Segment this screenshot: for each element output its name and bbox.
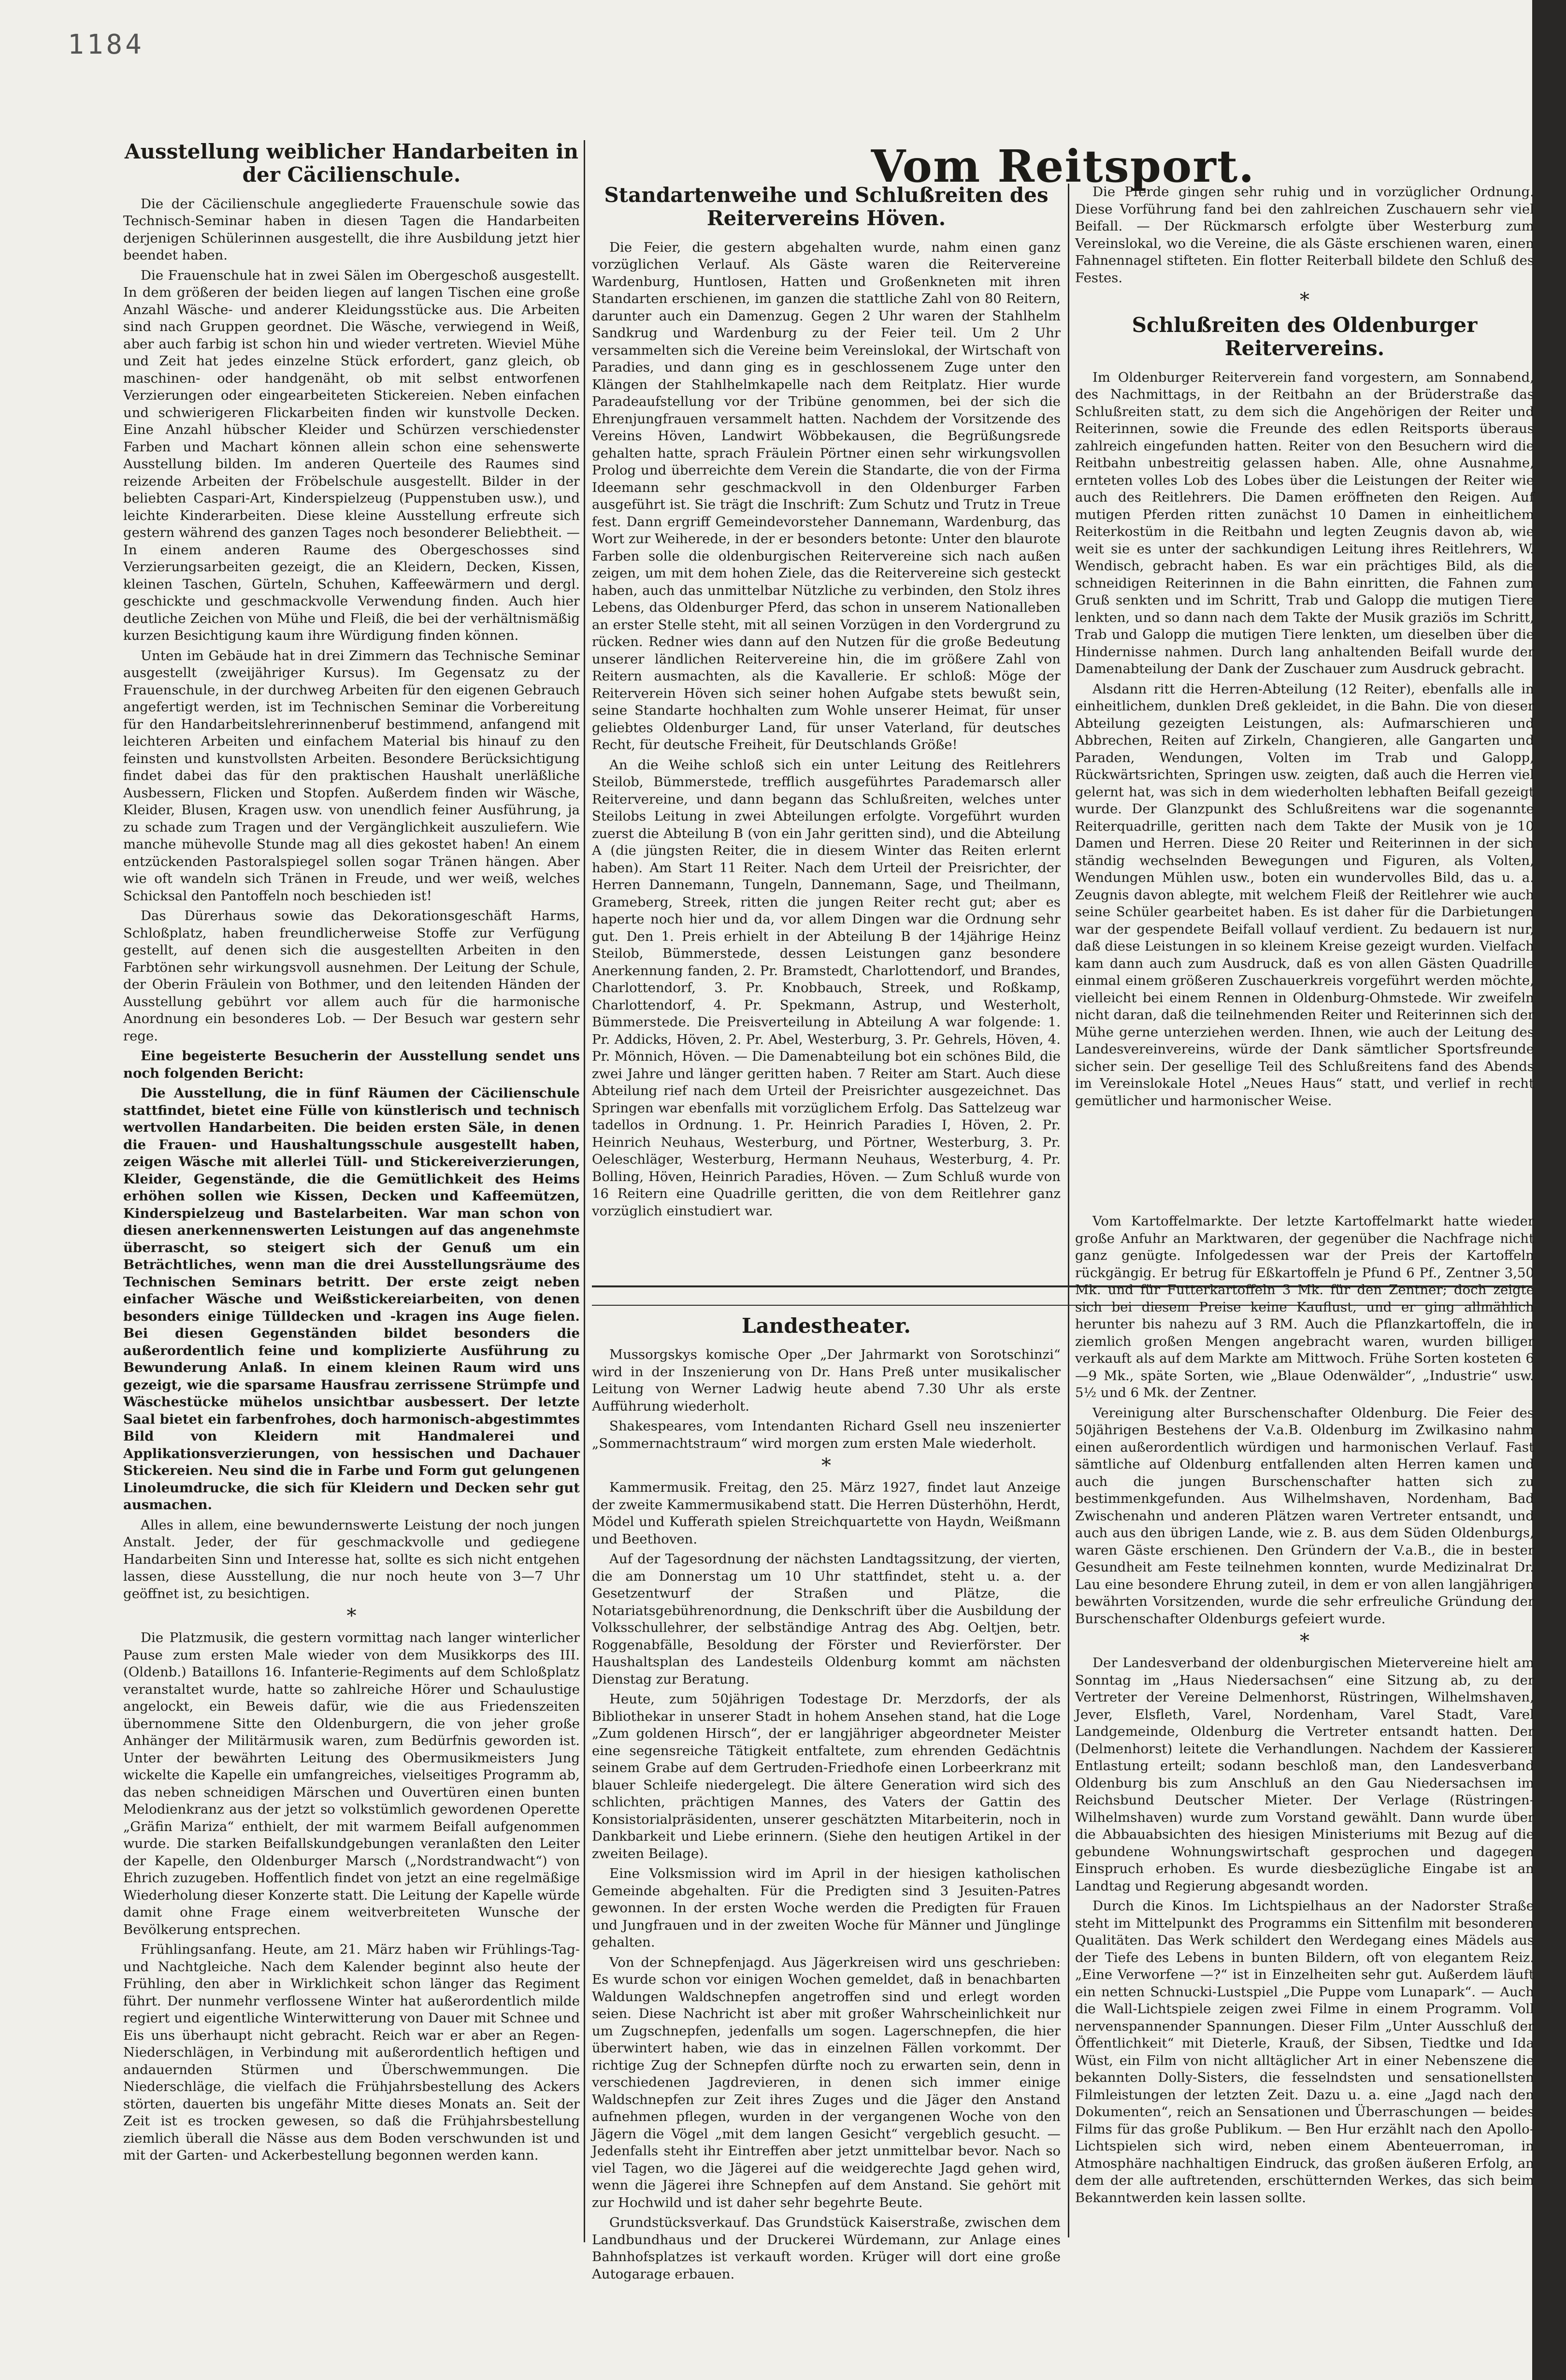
- article-paragraph: Durch die Kinos. Im Lichtspielhaus an der Nadorster Straße steht im Mittelpunkt des Programms ein Sittenfilm mit besonderen Qualitäten. Das Werk schildert den Werdegang eines Mädels aus der Tiefe des Lebens in bunten Bildern, oft von elegantem Reiz. „Eine Verworfene —?“ ist in Einzelheiten sehr gut. Außerdem läuft ein netten Schnucki-Lustspiel „Die Puppe vom Lunapark“. — Auch die Wall-Lichtspiele zeigen zwei Filme in einem Programm. Voll nervenspannender Spannungen. Dieser Film „Unter Ausschluß der Öffentlichkeit“ mit Dieterle, Krauß, der Sibsen, Tiedtke und Ida Wüst, ein Film von nicht alltäglicher Art in einer Nebenszene die bekannten Dolly-Sisters, die fesselndsten und sensationellsten Filmleistungen der letzten Zeit. Dazu u. a. eine „Jagd nach den Dokumenten“, reich an Sensationen und Überraschungen — beides Films für das große Publikum. — Ben Hur erzählt nach den Apollo-Lichtspielen sich wird, neben einem Abenteuerroman, in Atmosphäre nachhaltigen Eindruck, das großen äußeren Erfolg, an dem der alle auftretenden, erschütternden Werkes, das sich beim Bekanntwerden kein lassen sollte.: [1075, 1898, 1534, 2206]
- article-paragraph: Die Pferde gingen sehr ruhig und in vorzüglicher Ordnung. Diese Vorführung fand bei den zahlreichen Zuschauern sehr viel Beifall. — Der Rückmarsch erfolgte über Westerburg zum Vereinslokal, wo die Vereine, die als Gäste erschienen waren, einen Fahnennagel stifteten. Ein flotter Reiterball bildete den Schluß des Festes.: [1075, 184, 1534, 286]
- article-paragraph: Eine Volksmission wird im April in der hiesigen katholischen Gemeinde abgehalten. Für die Predigten sind 3 Jesuiten-Patres gewonnen. In der ersten Woche werden die Predigten für Frauen und Jungfrauen und in der zweiten Woche für Männer und Jünglinge gehalten.: [592, 1866, 1061, 1950]
- page-number: 1184: [68, 29, 144, 60]
- article-paragraph: Die Platzmusik, die gestern vormittag nach langer winterlicher Pause zum ersten Male wieder von dem Musikkorps des III. (Oldenb.) Bataillons 16. Infanterie-Regiments auf dem Schloßplatz veranstaltet wurde, hatte so zahlreiche Hörer und Schaulustige angelockt, ein Beweis dafür, wie die aus Friedenszeiten übernommene Sitte den Oldenburgern, die von jeher große Anhänger der Militärmusik waren, zum Bedürfnis geworden ist. Unter der bewährten Leitung des Obermusikmeisters Jung wickelte die Kapelle ein umfangreiches, vielseitiges Programm ab, das neben schneidigen Märschen und Ouvertüren einen bunten Melodienkranz aus der jetzt so volkstümlich gewordenen Operette „Gräfin Mariza“ enthielt, der mit warmem Beifall aufgenommen wurde. Die starken Beifallskundgebungen veranlaßten den Leiter der Kapelle, den Oldenburger Marsch („Nordstrandwacht“) von Ehrich zuzugeben. Hoffentlich findet von jetzt an eine regelmäßige Wiederholung dieser Konzerte statt. Die Leitung der Kapelle würde damit ohne Frage einem weitverbreiteten Wunsche der Bevölkerung entsprechen.: [123, 1630, 580, 1937]
- article-heading: Schlußreiten des Oldenburger Reitervereins.: [1132, 313, 1478, 361]
- column-local-news: [1075, 1213, 1534, 2233]
- column-exhibition: [123, 140, 580, 2189]
- article-paragraph: Unten im Gebäude hat in drei Zimmern das Technische Seminar ausgestellt (zweijähriger Kursus). Im Gegensatz zu der Frauenschule, in der durchweg Arbeiten für den eigenen Gebrauch angefertigt werden, ist im Technischen Seminar die Vorbereitung für den Handarbeitslehrerinnenberuf bestimmend, anfangend mit leichteren Arbeiten und einfachem Material bis hinauf zu den feinsten und kunstvollsten Arbeiten. Besondere Berücksichtigung findet dabei das für den praktischen Haushalt unerläßliche Ausbessern, Flicken und Stopfen. Außerdem finden wir Wäsche, Kleider, Blusen, Kragen usw. von unendlich feiner Ausführung, ja zu schade zum Tragen und der Vergänglichkeit auszuliefern. Wie manche mühevolle Stunde mag all dies gekostet haben! An einem entzückenden Pastoralspiegel sollen sogar Tränen hängen. Aber wie oft wandeln sich Tränen in Freude, und wer weiß, welches Schicksal den Pantoffeln noch beschieden ist!: [123, 648, 580, 904]
- section-masthead: Vom Reitsport.: [871, 140, 1255, 192]
- article-paragraph: Auf der Tagesordnung der nächsten Landtagssitzung, der vierten, die am Donnerstag um 10 Uhr stattfindet, steht u. a. der Gesetzentwurf der Straßen und Plätze, die Notariatsgebührenordnung, die Denkschrift über die Ausbildung der Volksschullehrer, der selbständige Antrag des Abg. Oeltjen, betr. Roggenabfälle, Besoldung der Förster und Revierförster. Der Haushaltsplan des Landesteils Oldenburg kommt am nächsten Dienstag zur Beratung.: [592, 1551, 1061, 1687]
- article-paragraph: An die Weihe schloß sich ein unter Leitung des Reitlehrers Steilob, Bümmerstede, trefflich ausgeführtes Parademarsch aller Reitervereine, und dann begann das Schlußreiten, welches unter Steilobs Leitung in zwei Abteilungen erfolgte. Vorgeführt wurden zuerst die Abteilung B (von ein Jahr geritten sind), und die Abteilung A (die jüngsten Reiter, die in diesem Winter das Reiten erlernt haben). Am Start 11 Reiter. Nach dem Urteil der Preisrichter, der Herren Dannemann, Tungeln, Dannemann, Sage, und Theilmann, Grameberg, Streek, ritten die jungen Reiter recht gut; aber es haperte noch hier und da, vor allem Dingen war die Ordnung sehr gut. Den 1. Preis erhielt in der Abteilung B der 14jährige Heinz Steilob, Bümmerstede, dessen Leistungen ganz besondere Anerkennung fanden, 2. Pr. Bramstedt, Charlottendorf, und Brandes, Charlottendorf, 3. Pr. Knobbauch, Streek, und Roßkamp, Charlottendorf, 4. Pr. Spekmann, Astrup, und Westerholt, Bümmerstede. Die Preisverteilung in Abteilung A war folgende: 1. Pr. Addicks, Höven, 2. Pr. Abel, Westerburg, 3. Pr. Gehrels, Höven, 4. Pr. Mönnich, Höven. — Die Damenabteilung bot ein schönes Bild, die zwei Jahre und länger geritten haben. 7 Reiter am Start. Auch diese Abteilung rief nach dem Urteil der Preisrichter ausgezeichnet. Das Springen war ebenfalls mit vorzüglichem Erfolg. Das Sattelzeug war tadellos in Ordnung. 1. Pr. Heinrich Paradies I, Höven, 2. Pr. Heinrich Neuhaus, Westerburg, und Pörtner, Westerburg, 3. Pr. Oeleschläger, Westerburg, Hermann Neuhaus, Westerburg, 4. Pr. Bolling, Höven, Heinrich Paradies, Höven. — Zum Schluß wurde von 16 Reitern eine Quadrille geritten, die von dem Reitlehrer ganz vorzüglich einstudiert war.: [592, 757, 1061, 1219]
- article-heading: Landestheater.: [742, 1314, 911, 1338]
- scan-edge: [1532, 0, 1566, 2380]
- article-paragraph: Grundstücksverkauf. Das Grundstück Kaiserstraße, zwischen dem Landbundhaus und der Druckerei Würdemann, zur Anlage eines Bahnhofsplatzes ist verkauft worden. Krüger will dort eine große Autogarage erbauen.: [592, 2215, 1061, 2282]
- section-separator: *: [821, 1455, 831, 1477]
- column-rule: [1068, 184, 1069, 2237]
- article-paragraph: Eine begeisterte Besucherin der Ausstellung sendet uns noch folgenden Bericht:: [123, 1048, 580, 1081]
- article-paragraph: Vom Kartoffelmarkte. Der letzte Kartoffelmarkt hatte wieder große Anfuhr an Marktwaren, der gegenüber die Nachfrage nicht ganz genügte. Infolgedessen war der Preis der Kartoffeln rückgängig. Er betrug für Eßkartoffeln je Pfund 6 Pf., Zentner 3,50 Mk. und für Futterkartoffeln 3 Mk. für den Zentner; doch zeigte sich bei diesem Preise keine Kauflust, und er ging allmählich herunter bis nahezu auf 3 RM. Auch die Pflanzkartoffeln, die in ziemlich großen Mengen angebracht waren, wurden billiger verkauft als auf dem Markte am Mittwoch. Frühe Sorten kosteten 6—9 Mk., späte Sorten, wie „Blaue Odenwälder“, „Industrie“ usw. 5½ und 6 Mk. der Zentner.: [1075, 1213, 1534, 1400]
- article-paragraph: Die der Cäcilienschule angegliederte Frauenschule sowie das Technisch-Seminar haben in diesen Tagen die Handarbeiten derjenigen Schülerinnen ausgestellt, die ihre Ausbildung jetzt hier beendet haben.: [123, 196, 580, 263]
- article-paragraph: Kammermusik. Freitag, den 25. März 1927, findet laut Anzeige der zweite Kammermusikabend statt. Die Herren Düsterhöhn, Herdt, Mödel und Kufferath spielen Streichquartette von Haydn, Weißmann und Beethoven.: [592, 1480, 1061, 1547]
- article-heading: Ausstellung weiblicher Handarbeiten in der Cäcilienschule.: [124, 140, 579, 187]
- column-rule: [584, 140, 585, 2242]
- article-paragraph: Die Frauenschule hat in zwei Sälen im Obergeschoß ausgestellt. In dem größeren der beiden liegen auf langen Tischen eine große Anzahl Wäsche- und anderer Kleidungsstücke aus. Die Arbeiten sind nach Gruppen geordnet. Die Wäsche, verwiegend in Weiß, aber auch farbig ist schon hin und wieder vertreten. Wieviel Mühe und Zeit hat jedes einzelne Stück erfordert, ganz gleich, ob maschinen- oder handgenäht, ob mit selbst entworfenen Verzierungen oder eingearbeiteten Stickereien. Neben einfachen und schwierigeren Flickarbeiten finden wir kunstvolle Decken. Eine Anzahl hübscher Kleider und Schürzen verschiedenster Farben und Machart können allein schon eine sehenswerte Ausstellung bilden. Im anderen Querteile des Raumes sind reizende Arbeiten der Fröbelschule ausgestellt. Bilder in der beliebten Caspari-Art, Kinderspielzeug (Puppenstuben usw.), und leichte Kinderarbeiten. Diese kleine Ausstellung erfreute sich gestern während des ganzen Tages noch besonderer Beliebtheit. — In einem anderen Raume des Obergeschosses sind Verzierungsarbeiten gezeigt, die an Kleidern, Decken, Kissen, kleinen Taschen, Gürteln, Schuhen, Kaffeewärmern und dergl. geschickte und geschmackvolle Verwendung finden. Auch hier deutliche Zeichen von Mühe und Fleiß, die bei der verhältnismäßig kurzen Besichtigung kaum ihre Würdigung finden können.: [123, 267, 580, 644]
- column-hoeven: [592, 184, 1061, 1271]
- section-separator: *: [1300, 1630, 1309, 1652]
- article-paragraph: Alsdann ritt die Herren-Abteilung (12 Reiter), ebenfalls alle in einheitlichem, dunklen Dreß gekleidet, in die Bahn. Die von dieser Abteilung gezeigten Leistungen, als: Aufmarschieren und Abbrechen, Reiten auf Zirkeln, Changieren, alle Gangarten und Paraden, Wendungen, Volten im Trab und Galopp, Rückwärtsrichten, Springen usw. zeigten, daß auch die Herren viel gelernt hat, was sich in dem wiederholten lebhaften Beifall gezeigt wurde. Der Glanzpunkt des Schlußreitens war die sogenannte Reiterquadrille, geritten nach dem Takte der Musik von je 10 Damen und Herren. Diese 20 Reiter und Reiterinnen in der sich ständig wechselnden Bewegungen und Figuren, als Volten, Wendungen Mühlen usw., boten ein wundervolles Bild, das u. a. Zeugnis davon ablegte, mit welchem Fleiß der Reitlehrer wie auch seine Schüler gearbeitet haben. Es ist daher für die Darbietungen war der gespendete Beifall vollauf verdient. Zu bedauern ist nur, daß diese Leistungen in so kleinem Kreise gezeigt wurden. Vielfach kam dann auch zum Ausdruck, daß es von allen Gästen Quadrille einmal einem größeren Zuschauerkreis vorgeführt werden möchte, vielleicht bei einem Rennen in Oldenburg-Ohmstede. Wir zweifeln nicht daran, daß die teilnehmenden Reiter und Reiterinnen sich der Mühe gerne unterziehen werden. Ihnen, wie auch der Leitung des Landesvereinvereins, würde der Dank sämtlicher Sportsfreunde sicher sein. Der gesellige Teil des Schlußreitens fand des Abends im Vereinslokale Hotel „Neues Haus“ statt, und verlief in recht gemütlicher und harmonischer Weise.: [1075, 681, 1534, 1109]
- article-paragraph: Von der Schnepfenjagd. Aus Jägerkreisen wird uns geschrieben: Es wurde schon vor einigen Wochen gemeldet, daß in benachbarten Waldungen Waldschnepfen angetroffen sind und erlegt worden seien. Diese Nachricht ist aber mit großer Wahrscheinlichkeit nur um Zugschnepfen, jedenfalls um sogen. Lagerschnepfen, die hier überwintert haben, wie das in einzelnen Fällen vorkommt. Der richtige Zug der Schnepfen dürfte noch zu erwarten sein, denn in verschiedenen Jagdrevieren, in denen sich immer einige Waldschnepfen zur Zeit ihres Zuges und die Jäger den Anstand aufnehmen pflegen, wurden in der vergangenen Woche von den Jägern die Vögel „mit dem langen Gesicht“ vergeblich gesucht. — Jedenfalls steht ihr Eintreffen aber jetzt unmittelbar bevor. Nach so viel Tagen, wo die Jägerei auf die weidgerechte Jagd gehen wird, wenn die Jägerei ihre Schnepfen auf dem Anstand. Sie gehört mit zur Hochwild und ist daher sehr begehrte Beute.: [592, 1954, 1061, 2210]
- section-separator: *: [1300, 289, 1309, 311]
- article-paragraph: Shakespeares, vom Intendanten Richard Gsell neu inszenierter „Sommernachtstraum“ wird morgen zum ersten Male wiederholt.: [592, 1418, 1061, 1451]
- article-paragraph: Mussorgskys komische Oper „Der Jahrmarkt von Sorotschinzi“ wird in der Inszenierung von Dr. Hans Preß unter musikalischer Leitung von Werner Ladwig heute abend 7.30 Uhr als erste Aufführung wiederholt.: [592, 1347, 1061, 1414]
- article-paragraph: Die Feier, die gestern abgehalten wurde, nahm einen ganz vorzüglichen Verlauf. Als Gäste waren die Reitervereine Wardenburg, Huntlosen, Hatten und Großenkneten mit ihren Standarten erschienen, im ganzen die stattliche Zahl von 80 Reitern, darunter auch ein Damenzug. Gegen 2 Uhr waren der Stahlhelm Sandkrug und Wardenburg zu der Feier teil. Um 2 Uhr versammelten sich die Vereine beim Vereinslokal, der Wirtschaft von Paradies, und dann ging es in geschlossenem Zuge unter den Klängen der Stahlhelmkapelle nach dem Reitplatz. Hier wurde Paradeaufstellung vor der Tribüne genommen, bei der sich die Ehrenjungfrauen versammelt hatten. Nachdem der Vorsitzende des Vereins Höven, Landwirt Wöbbekausen, die Begrüßungsrede gehalten hatte, sprach Fräulein Pörtner einen sehr wirkungsvollen Prolog und überreichte dem Verein die Standarte, die von der Firma Ideemann sehr geschmackvoll in den Oldenburger Farben ausgeführt ist. Sie trägt die Inschrift: Zum Schutz und Trutz in Treue fest. Dann ergriff Gemeindevorsteher Dannemann, Wardenburg, das Wort zur Weiherede, in der er besonders betonte: Unter den blaurote Farben solle die oldenburgischen Reitervereine sich nach außen zeigen, um mit dem hohen Ziele, das die Reitervereine sich gesteckt haben, auch das unmittelbar Nützliche zu verbinden, den Stolz ihres Lebens, das Oldenburger Pferd, das schon in unserem Nationalleben an erster Stelle steht, mit all seinen Vorzügen in den Vordergrund zu rücken. Redner wies dann auf den Nutzen für die große Bedeutung unserer ländlichen Reitervereine hin, die im größere Zahl von Reitern ausmachten, als die Kavallerie. Er schloß: Möge der Reiterverein Höven sich seiner hohen Aufgabe stets bewußt sein, seine Standarte hochhalten zum Wohle unserer Heimat, für unser geliebtes Oldenburger Land, für unser Vaterland, für deutsches Recht, für deutsche Freiheit, für Deutschlands Größe!: [592, 239, 1061, 753]
- article-heading: Standartenweihe und Schlußreiten des Reitervereins Höven.: [604, 183, 1049, 231]
- article-paragraph: Heute, zum 50jährigen Todestage Dr. Merzdorfs, der als Bibliothekar in unserer Stadt in hohem Ansehen stand, hat die Loge „Zum goldenen Hirsch“, der er langjähriger abgeordneter Meister eine segensreiche Tätigkeit entfaltete, zum ehrenden Gedächtnis seinem Grabe auf dem Gertruden-Friedhofe einen Lorbeerkranz mit blauer Schleife niedergelegt. Die ältere Generation wird sich des schlichten, prächtigen Mannes, des Vaters der Gattin des Konsistorialpräsidenten, unserer geschätzten Mitarbeiterin, noch in Dankbarkeit und Liebe erinnern. (Siehe den heutigen Artikel in der zweiten Beilage).: [592, 1691, 1061, 1861]
- article-paragraph: Alles in allem, eine bewundernswerte Leistung der noch jungen Anstalt. Jeder, der für geschmackvolle und gediegene Handarbeiten Sinn und Interesse hat, sollte es sich nicht entgehen lassen, diese Ausstellung, die nur noch heute von 3—7 Uhr geöffnet ist, zu besichtigen.: [123, 1517, 580, 1601]
- article-paragraph: Im Oldenburger Reiterverein fand vorgestern, am Sonnabend, des Nachmittags, in der Reitbahn an der Brüderstraße das Schlußreiten statt, zu dem sich die Angehörigen der Reiter und Reiterinnen, sowie die Freunde des edlen Reitsports überaus zahlreich eingefunden hatten. Reiter von den Besuchern wird die Reitbahn unbestreitig gelassen haben. Alle, ohne Ausnahme, ernteten volles Lob des Lobes über die Leistungen der Reiter wie auch des Reitlehrers. Die Damen eröffneten den Reigen. Auf mutigen Pferden ritten zunächst 10 Damen in einheitlichem Reiterkostüm in die Reitbahn und legten Zeugnis davon ab, wie weit sie es unter der sachkundigen Leitung ihres Reitlehrers, W. Wendisch, gebracht haben. Es war ein prächtiges Bild, als die schneidigen Reiterinnen in die Bahn einritten, die Fahnen zum Gruß senkten und im Schritt, Trab und Galopp die mutigen Tiere lenkten, und so dann nach dem Takte der Musik graziös im Schritt, Trab und Galopp die mutigen Tiere lenkten, um dieselben über die Hindernisse nahmen. Durch lang anhaltenden Beifall wurde der Damenabteilung der Dank der Zuschauer zum Ausdruck gebracht.: [1075, 369, 1534, 677]
- article-paragraph: Die Ausstellung, die in fünf Räumen der Cäcilienschule stattfindet, bietet eine Fülle von künstlerisch und technisch wertvollen Handarbeiten. Die beiden ersten Säle, in denen die Frauen- und Haushaltungsschule ausgestellt haben, zeigen Wäsche mit allerlei Tüll- und Stickereiverzierungen, Kleider, Gegenstände, die die Gemütlichkeit des Heims erhöhen sollen wie Kissen, Decken und Kaffeemützen, Kinderspielzeug und Bastelarbeiten. War man schon von diesen anerkennenswerten Leistungen auf das angenehmste überrascht, so steigert sich der Genuß um ein Beträchtliches, wenn man die drei Ausstellungsräume des Technischen Seminars betritt. Der erste zeigt neben einfacher Wäsche und Weißstickereiarbeiten, von denen besonders einige Tülldecken und -kragen ins Auge fielen. Bei diesen Gegenständen bildet besonders die außerordentlich feine und komplizierte Ausführung zu Bewunderung Anlaß. In einem kleinen Raum wird uns gezeigt, wie die sparsame Hausfrau zerrissene Strümpfe und Wäschestücke mühelos unsichtbar ausbessert. Der letzte Saal bietet ein farbenfrohes, doch harmonisch-abgestimmtes Bild von Kleidern mit Handmalerei und Applikationsverzierungen, von hessischen und Dachauer Stickereien. Neu sind die in Farbe und Form gut gelungenen Linoleumdrucke, die sich für Kleidern und Decken sehr gut ausmachen.: [123, 1085, 580, 1513]
- column-oldenburg-riding: [1075, 184, 1534, 1189]
- column-theater: [592, 1314, 1061, 2282]
- article-paragraph: Das Dürerhaus sowie das Dekorationsgeschäft Harms, Schloßplatz, haben freundlicherweise Stoffe zur Verfügung gestellt, auf denen sich die ausgestellten Arbeiten in den Farbtönen sehr wirkungsvoll ausnehmen. Der Leitung der Schule, der Oberin Fräulein von Bothmer, und den leitenden Händen der Ausstellung gebührt vor allem auch für die harmonische Anordnung ein besonderes Lob. — Der Besuch war gestern sehr rege.: [123, 908, 580, 1044]
- article-paragraph: Frühlingsanfang. Heute, am 21. März haben wir Frühlings-Tag- und Nachtgleiche. Nach dem Kalender beginnt also heute der Frühling, den aber in Wirklichkeit schon länger das Regiment führt. Der nunmehr verflossene Winter hat außerordentlich milde regiert und eigentliche Winterwitterung von Dauer mit Schnee und Eis uns überhaupt nicht gebracht. Reich war er aber an Regen-Niederschlägen, in Verbindung mit außerordentlich heftigen und andauernden Stürmen und Überschwemmungen. Die Niederschläge, die vielfach die Frühjahrsbestellung des Ackers störten, dauerten bis ungefähr Mitte dieses Monats an. Seit der Zeit ist es trocken gewesen, so daß die Frühjahrsbestellung ziemlich überall die Nässe aus dem Boden verschwunden ist und mit der Garten- und Ackerbestellung begonnen werden kann.: [123, 1942, 580, 2164]
- section-separator: *: [346, 1605, 357, 1628]
- article-paragraph: Vereinigung alter Burschenschafter Oldenburg. Die Feier des 50jährigen Bestehens der V.a.B. Oldenburg im Zwilkasino nahm einen außerordentlich würdigen und harmonischen Verlauf. Fast sämtliche auf Oldenburg entfallenden alten Herren kamen und auch die jungen Burschenschafter hatten sich zu bestimmenkgefunden. Aus Wilhelmshaven, Nordenham, Bad Zwischenahn und anderen Plätzen waren Vertreter entsandt, und auch aus den übrigen Lande, wie z. B. aus dem Süden Oldenburgs, waren Gäste erschienen. Den Gründern der V.a.B., die in bester Gesundheit am Feste teilnehmen konnten, wurde Medizinalrat Dr. Lau eine besondere Ehrung zuteil, in dem er von allen langjährigen bewährten Vorsitzenden, wurde die sehr erfreuliche Gründung der Burschenschafter Oldenburgs gefeiert wurde.: [1075, 1405, 1534, 1627]
- article-paragraph: Der Landesverband der oldenburgischen Mietervereine hielt am Sonntag im „Haus Niedersachsen“ eine Sitzung ab, zu der Vertreter der Vereine Delmenhorst, Rüstringen, Wilhelmshaven, Jever, Elsfleth, Varel, Nordenham, Varel Stadt, Varel Landgemeinde, Oldenburg die Vertreter entsandt hatten. Der (Delmenhorst) leitete die Verhandlungen. Nachdem der Kassierer Entlastung erteilt; sodann beschloß man, den Landesverband Oldenburg bis zum Anschluß an den Gau Niedersachsen im Reichsbund Deutscher Mieter. Der Verlage (Rüstringen-Wilhelmshaven) wurde zum Vorstand gewählt. Dann wurde über die Abbauabsichten des hiesigen Ministeriums mit Bezug auf die gebundene Wohnungswirtschaft gesprochen und dagegen Einspruch erhoben. Es wurde diesbezügliche Eingabe ist an Landtag und Regierung abgesandt worden.: [1075, 1655, 1534, 1894]
